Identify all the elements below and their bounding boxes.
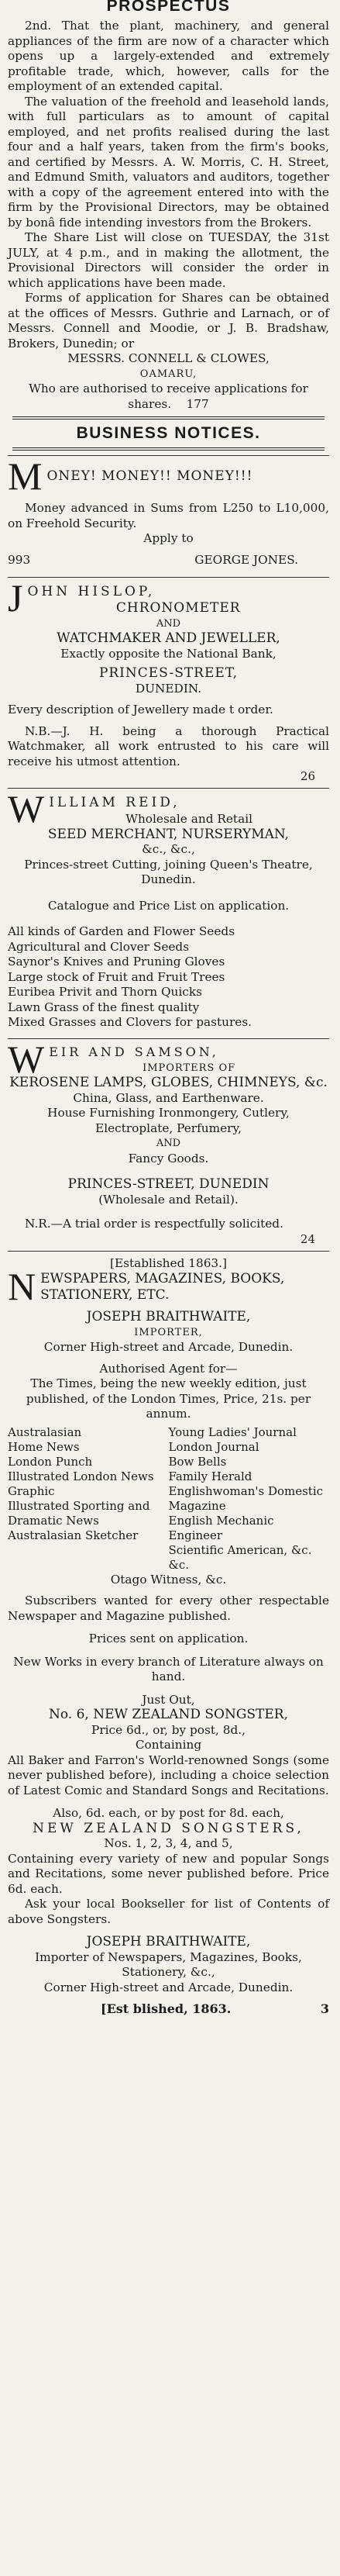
braithwaite-works: New Works in every branch of Literature always on hand. (13, 1654, 324, 1683)
reid-line-1: Wholesale and Retail (125, 812, 252, 826)
business-notices-title: BUSINESS NOTICES. (76, 424, 261, 442)
reid-dropcap: W (8, 787, 45, 830)
reid-line-4: Princes-street Cutting, joining Queen's Theatre, Dunedin. (24, 857, 313, 886)
braithwaite-ask: Ask your local Bookseller for list of Contents of above Songsters. (8, 1897, 329, 1926)
agency-item: Australasian Sketcher (8, 1528, 139, 1542)
braithwaite-agency-list (8, 1425, 329, 1573)
braithwaite-heading: EWSPAPERS, MAGAZINES, BOOKS, STATIONERY, ETC. (40, 1271, 285, 1303)
money-apply: Apply to (143, 531, 194, 545)
braithwaite-address: Corner High-street and Arcade, Dunedin. (43, 1340, 294, 1354)
weir-line-9: N.R.—A trial order is respectfully solicited. (25, 1217, 283, 1231)
hislop-line-3: WATCHMAKER AND JEWELLER, (57, 630, 280, 646)
braithwaite-contain2: Containing every variety of new and popular Songs and Recitations, some never published before. Price 6d. each. (8, 1851, 329, 1896)
footer-established: [Est blished, 1863. (101, 2001, 232, 2016)
weir-ad (8, 1038, 329, 1246)
agency-item: Illustrated London News (8, 1469, 154, 1483)
agency-item: &c. (168, 1557, 190, 1572)
braithwaite-importer: IMPORTER, (134, 1326, 203, 1338)
braithwaite-importer-2: Importer of Newspapers, Magazines, Books, Stationery, &c., (35, 1949, 302, 1979)
prospectus-number: 177 (186, 396, 209, 411)
weir-line-7: PRINCES-STREET, DUNEDIN (67, 1176, 270, 1192)
agency-item: Scientific American, &c. (168, 1542, 312, 1557)
braithwaite-witness: Otago Witness, &c. (110, 1572, 227, 1587)
prospectus-closing: Who are authorised to receive applications for shares. 177 (29, 382, 308, 411)
braithwaite-agent: Authorised Agent for— (99, 1361, 238, 1376)
braithwaite-just-out: Just Out, (142, 1692, 195, 1707)
braithwaite-nz-songsters: NEW ZEALAND SONGSTERS, (33, 1820, 304, 1836)
weir-line-4: House Furnishing Ironmongery, Cutlery, Electroplate, Perfumery, (47, 1106, 290, 1135)
braithwaite-price-6: Price 6d., or, by post, 8d., (91, 1722, 246, 1737)
agency-item: English Mechanic (168, 1513, 274, 1528)
hislop-line-7: Every description of Jewellery made t order. (8, 703, 273, 717)
reid-line-5: Catalogue and Price List on application. (47, 898, 290, 913)
reid-item-3: Large stock of Fruit and Fruit Trees (8, 969, 225, 984)
reid-heading: ILLIAM REID, (49, 795, 180, 810)
prospectus-paragraph-2: The valuation of the freehold and leasehold lands, with full particulars as to amount of capital employed, and net profits realised during the last four and a half years, taken from the firm's books, and certified by Messrs. A. W. Morris, C. H. Street, and Edmund Smith, valuators and auditors, together with a copy of the agreement entered into with the firm by the Provisional Directors, may be obtained by bonâ fide intending investors from the Brokers. (8, 94, 329, 230)
money-number: 993 (8, 552, 31, 567)
agency-column-right (169, 1425, 330, 1573)
reid-item-4: Euribea Privit and Thorn Quicks (8, 985, 202, 999)
agency-item: Australasian (8, 1424, 82, 1439)
hislop-dropcap: J (8, 576, 23, 620)
weir-line-1: IMPORTERS OF (143, 1062, 236, 1074)
reid-line-3: &c., &c., (142, 842, 195, 856)
prospectus-paragraph-1: 2nd. That the plant, machinery, and general appliances of the firm are now of a character which opens up a largely-extended and extremely profitable trade, which, however, calls for the employment of an extended capital. (8, 19, 329, 93)
prospectus-title: PROSPECTUS (106, 0, 231, 15)
reid-item-1: Agricultural and Clover Seeds (8, 939, 190, 954)
braithwaite-name-2: JOSEPH BRAITHWAITE, (86, 1934, 251, 1949)
agency-item: Engineer (168, 1528, 223, 1542)
agency-item: Illustrated Sporting and Dramatic News (8, 1498, 150, 1528)
money-name: GEORGE JONES. (194, 552, 298, 567)
agency-item: Englishwoman's Domestic Magazine (168, 1483, 324, 1513)
agency-item: Young Ladies' Journal (168, 1424, 297, 1439)
weir-dropcap: W (8, 1037, 45, 1081)
braithwaite-dropcap: N (8, 1265, 36, 1308)
money-text: Money advanced in Sums from L250 to L10,000, on Freehold Security. (8, 501, 329, 530)
prospectus-paragraph-4: Forms of application for Shares can be obtained at the offices of Messrs. Guthrie and Larnach, or of Messrs. Connell and Moodie, or J. B. Bradshaw, Brokers, Dunedin; or (8, 291, 329, 350)
prospectus-town: OAMARU, (139, 368, 197, 380)
reid-ad (8, 788, 329, 1034)
reid-item-6: Mixed Grasses and Clovers for pastures. (8, 1015, 252, 1029)
agency-item: Home News (8, 1439, 80, 1454)
hislop-heading: OHN HISLOP, (27, 584, 156, 599)
weir-line-5: AND (156, 1138, 181, 1149)
braithwaite-subscribers: Subscribers wanted for every other respectable Newspaper and Magazine published. (8, 1594, 329, 1623)
agency-column-left (8, 1425, 169, 1573)
braithwaite-containing: Containing (135, 1738, 202, 1752)
page-number: 3 (320, 2001, 329, 2016)
reid-item-0: All kinds of Garden and Flower Seeds (8, 924, 235, 938)
braithwaite-name: JOSEPH BRAITHWAITE, (86, 1309, 251, 1324)
braithwaite-times: The Times, being the new weekly edition, just published, of the London Times, Price, 21s. per annum. (26, 1376, 311, 1421)
reid-line-2: SEED MERCHANT, NURSERYMAN, (47, 826, 290, 842)
hislop-ad (8, 577, 329, 783)
braithwaite-address-2: Corner High-street and Arcade, Dunedin. (43, 1980, 294, 1994)
braithwaite-songs: All Baker and Farron's World-renowned Songs (some never published before), including a choice selection of Latest Comic and Standard Songs and Recitations. (8, 1752, 329, 1797)
weir-line-8: (Wholesale and Retail). (98, 1192, 239, 1207)
reid-item-2: Saynor's Knives and Pruning Gloves (8, 955, 225, 969)
hislop-number: 26 (300, 769, 315, 783)
section-divider (12, 447, 325, 451)
braithwaite-nos: Nos. 1, 2, 3, 4, and 5, (104, 1836, 233, 1850)
hislop-line-4: Exactly opposite the National Bank, (60, 646, 276, 661)
agency-item: London Punch (8, 1454, 93, 1469)
braithwaite-also: Also, 6d. each, or by post for 8d. each, (53, 1806, 284, 1820)
agency-item: Bow Bells (168, 1454, 227, 1469)
hislop-line-2: AND (156, 617, 181, 630)
money-dropcap: M (8, 454, 43, 498)
section-divider (12, 416, 325, 420)
hislop-line-8: N.B.—J. H. being a thorough Practical Watchmaker, all work entrusted to his care will receive his utmost attention. (8, 723, 329, 768)
prospectus-firm: MESSRS. CONNELL & CLOWES, (67, 351, 270, 365)
hislop-line-1: CHRONOMETER (115, 600, 241, 616)
weir-line-3: China, Glass, and Earthenware. (73, 1090, 264, 1105)
agency-item: Graphic (8, 1483, 55, 1498)
hislop-line-5: PRINCES-STREET, (98, 665, 239, 681)
agency-item: London Journal (168, 1439, 259, 1454)
hislop-line-6: DUNEDIN. (135, 681, 202, 696)
weir-line-6: Fancy Goods. (128, 1151, 209, 1165)
weir-heading: EIR AND SAMSON, (49, 1044, 219, 1059)
braithwaite-established: [Established 1863.] (110, 1255, 227, 1270)
weir-number: 24 (300, 1231, 315, 1246)
braithwaite-ad (8, 1251, 329, 2017)
page-footer (8, 2001, 329, 2016)
braithwaite-prices: Prices sent on application. (88, 1632, 249, 1645)
money-heading: ONEY! MONEY!! MONEY!!! (46, 468, 253, 484)
money-ad (8, 455, 329, 572)
reid-item-5: Lawn Grass of the finest quality (8, 1000, 200, 1014)
braithwaite-songster-6: No. 6, NEW ZEALAND SONGSTER, (48, 1707, 288, 1722)
agency-item: Family Herald (168, 1469, 252, 1483)
prospectus-paragraph-3: The Share List will close on TUESDAY, the 31st JULY, at 4 p.m., and in making the allotment, the Provisional Directors will consider the order in which applications have been made. (8, 230, 329, 290)
weir-line-2: KEROSENE LAMPS, GLOBES, CHIMNEYS, &c. (9, 1075, 328, 1090)
